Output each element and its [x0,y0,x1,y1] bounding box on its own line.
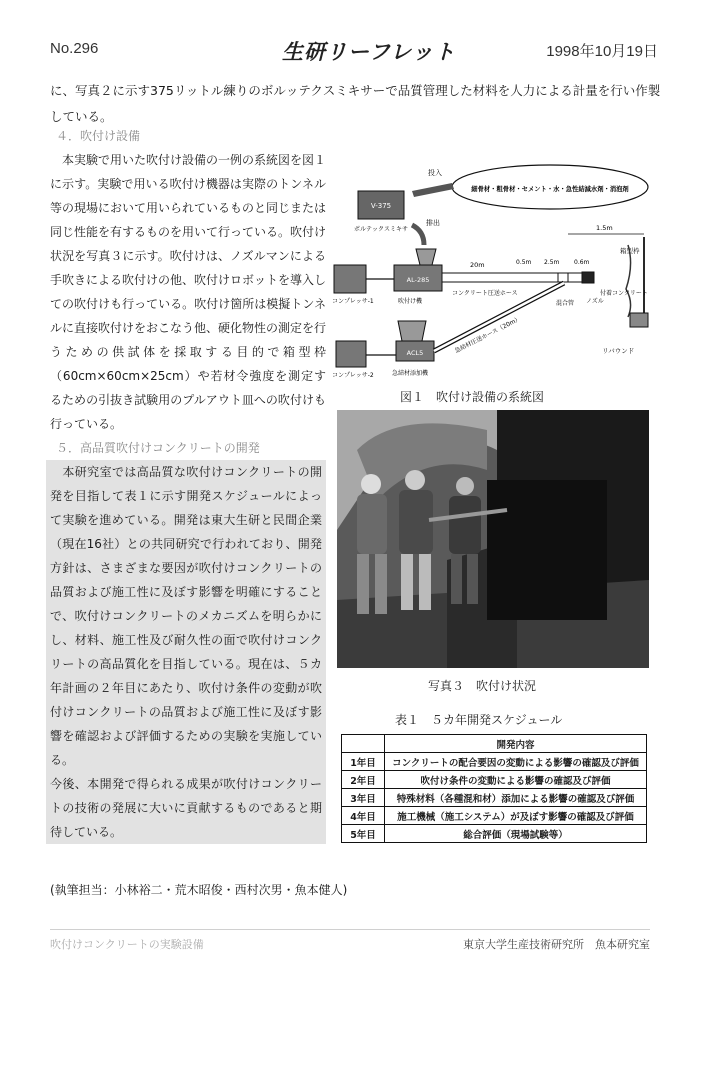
compressor-2-label: コンプレッサ-2 [332,372,374,379]
section-5-body: 本研究室では高品質な吹付けコンクリートの開発を目指して表１に示す開発スケジュールによって実験を進めている。開発は東大生研と民間企業（現在16社）との共同研究で行われており、開発方針は、さまざまな要因が吹付けコンクリートの品質および施工性に及ぼす影響を明確にすることで、吹付けコンクリートのメカニズムを明らかにし、材料、施工性及び耐久性の面で吹付けコンクリートの高品質化を目指している。現在は、５カ年計画の２年目にあたり、吹付け条件の変動が吹付けコンクリートの品質および施工性に及ぼす影響を確認および評価するための実験を実施している。 [50,465,322,767]
concrete-hose [442,273,558,282]
table-row [342,825,647,843]
left-column [50,124,326,844]
system-diagram-svg [328,145,652,385]
table-1-caption: 表１ ５カ年開発スケジュール [395,713,563,727]
author-credit: (執筆担当：小林裕二・荒木昭俊・西村次男・魚本健人) [50,883,348,897]
publication-title: 生研リーフレット [282,40,456,64]
table-cell-year: 5年目 [342,825,385,843]
table-cell-content: 施工機械（施工システム）が及ぼす影響の確認及び評価 [385,807,647,825]
sprayer-box-label: AL-285 [406,276,430,284]
figure-1-diagram [328,145,652,385]
table-row [342,753,647,771]
issue-date: 1998年10月19日 [546,43,658,60]
input-label: 投入 [428,169,442,177]
dist-0-6m: 0.6m [574,259,590,266]
page-header [50,36,658,66]
figure-1-caption: 図１ 吹付け設備の系統図 [400,390,545,404]
intro-paragraph: に、写真２に示す375リットル練りのボルッテクスミキサーで品質管理した材料を人力による計量を行い作製している。 [50,83,661,124]
mixing-pipe [568,273,582,282]
section-4-body: 本実験で用いた吹付け設備の一例の系統図を図１に示す。実験で用いる吹付け機器は実際のトンネル等の現場において用いられているものと同じまたは同じ性能を有するものを用いて行っている。吹付け状況を写真３に示す。吹付けは、ノズルマンによる手吹きによる吹付けの他、吹付けロボットを導入しての吹付けも行っている。吹付け箇所は模擬トンネルに直接吹付けをおこなう他、硬化物性の測定を行うための供試体を採取する目的で箱型枠（60cm×60cm×25cm）や若材令強度を測定するための引抜き試験用のプルアウト皿への吹付けも行っている。 [50,153,327,431]
table-row [342,771,647,789]
section-5-closing: 今後、本開発で得られる成果が吹付けコンクリートの技術の発展に大いに貢献するものであると期待している。 [50,777,322,839]
box-form-label: 箱型枠 [620,247,640,255]
input-arrow-icon [412,183,454,197]
photo-3-spraying [337,410,649,668]
table-cell-content: コンクリートの配合要因の変動による影響の確認及び評価 [385,753,647,771]
materials-label: 細骨材・粗骨材・セメント・水・急性結減水剤・消泡剤 [471,186,629,193]
table-row [342,789,647,807]
issue-number: No.296 [50,40,99,57]
section-4-heading: ４．吹付け設備 [56,129,141,143]
mixing-pipe-label: 混合管 [556,300,575,307]
sprayer-label: 吹付け機 [398,298,423,305]
table-header-empty [342,735,385,753]
accelerator-box-label: ACL5 [406,349,424,357]
table-cell-content: 吹付け条件の変動による影響の確認及び評価 [385,771,647,789]
discharge-label: 排出 [426,219,440,227]
photo-3-illustration [337,410,649,668]
accelerator-label: 急結材添加機 [392,370,429,377]
compressor-1-box [334,265,366,293]
rebound-label: リバウンド [602,347,635,355]
footer-institution: 東京大学生産技術研究所 魚本研究室 [463,938,650,951]
dist-2-5m: 2.5m [544,259,560,266]
dist-20m: 20m [470,261,485,269]
adhered-concrete-label: 付着コンクリート [600,290,648,297]
footer-divider [50,929,650,930]
rebound-pit [630,313,648,327]
table-cell-year: 1年目 [342,753,385,771]
development-schedule-table [341,734,647,843]
table-cell-year: 2年目 [342,771,385,789]
table-header-content: 開発内容 [385,735,647,753]
mixer-label: ボルテックスミキサ [354,226,408,233]
table-header-row [342,735,647,753]
accelerator-hose-label: 急結材圧送ホース（20m） [453,315,523,355]
footer-topic: 吹付けコンクリートの実験設備 [50,938,204,951]
nozzle [582,272,594,283]
table-row [342,807,647,825]
compressor-2-box [336,341,366,367]
table-cell-content: 総合評価（現場試験等） [385,825,647,843]
section-5-block [46,460,326,844]
dist-0-5m: 0.5m [516,259,532,266]
dist-1-5m: 1.5m [596,224,613,232]
table-cell-year: 3年目 [342,789,385,807]
discharge-arrow-icon [412,225,424,245]
compressor-1-label: コンプレッサ-1 [332,298,374,305]
photo-3-caption: 写真３ 吹付け状況 [428,679,537,693]
nozzle-label: ノズル [586,298,604,305]
table-cell-year: 4年目 [342,807,385,825]
mixer-box-label: V-375 [370,202,392,210]
hose-label: コンクリート圧送ホース [452,290,518,297]
table-cell-content: 特殊材料（各種混和材）添加による影響の確認及び評価 [385,789,647,807]
section-5-heading: ５．高品質吹付けコンクリートの開発 [56,441,260,455]
